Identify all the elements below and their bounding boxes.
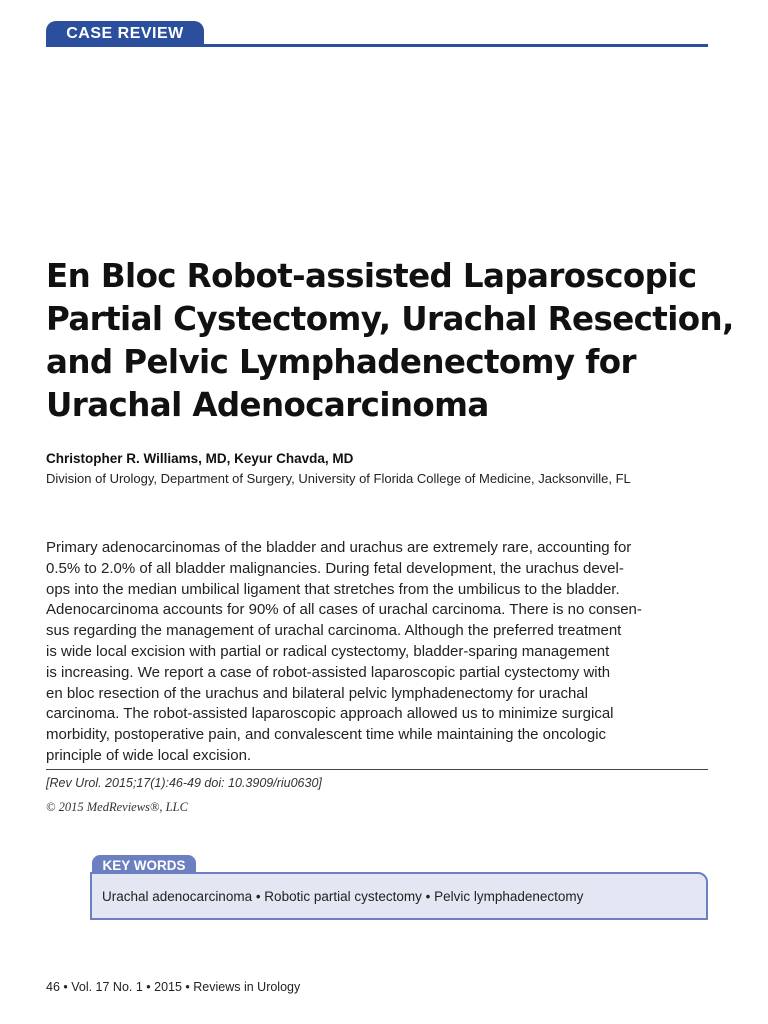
title-line: Partial Cystectomy, Urachal Resection, [46,300,734,338]
page-footer: 46 • Vol. 17 No. 1 • 2015 • Reviews in Urology [46,980,301,994]
abstract-line: carcinoma. The robot-assisted laparoscopic approach allowed us to minimize surgical [46,705,614,723]
abstract-divider [46,769,708,770]
affiliation: Division of Urology, Department of Surgery, University of Florida College of Medicine, Jacksonville, FL [46,471,631,486]
keywords-label: KEY WORDS [92,855,196,875]
keywords-box [90,872,708,920]
abstract-line: Adenocarcinoma accounts for 90% of all cases of urachal carcinoma. There is no consen- [46,601,642,619]
abstract-line: is increasing. We report a case of robot-assisted laparoscopic partial cystectomy with [46,663,611,681]
abstract-line: ops into the median umbilical ligament that stretches from the umbilicus to the bladder. [46,580,620,598]
abstract-line: Primary adenocarcinomas of the bladder and urachus are extremely rare, accounting for [46,539,632,556]
abstract-line: en bloc resection of the urachus and bilateral pelvic lymphadenectomy for urachal [46,684,588,702]
abstract-line: sus regarding the management of urachal carcinoma. Although the preferred treatment [46,622,622,640]
authors: Christopher R. Williams, MD, Keyur Chavda, MD [46,451,354,466]
keywords-text: Urachal adenocarcinoma • Robotic partial cystectomy • Pelvic lymphadenectomy [102,888,584,904]
abstract-line: 0.5% to 2.0% of all bladder malignancies. During fetal development, the urachus devel- [46,559,624,577]
abstract-line: principle of wide local excision. [46,746,252,764]
article-title [46,255,734,427]
title-line: and Pelvic Lymphadenectomy for [46,343,636,381]
title-line: Urachal Adenocarcinoma [46,386,489,424]
copyright: © 2015 MedReviews®, LLC [46,800,188,814]
citation: [Rev Urol. 2015;17(1):46-49 doi: 10.3909/riu0630] [46,776,322,790]
title-line: En Bloc Robot-assisted Laparoscopic [46,257,697,295]
abstract-line: is wide local excision with partial or radical cystectomy, bladder-sparing management [46,642,610,660]
section-label: CASE REVIEW [46,21,204,46]
abstract-line: morbidity, postoperative pain, and convalescent time while maintaining the oncologic [46,726,607,744]
section-divider [46,44,708,47]
abstract [46,538,708,767]
